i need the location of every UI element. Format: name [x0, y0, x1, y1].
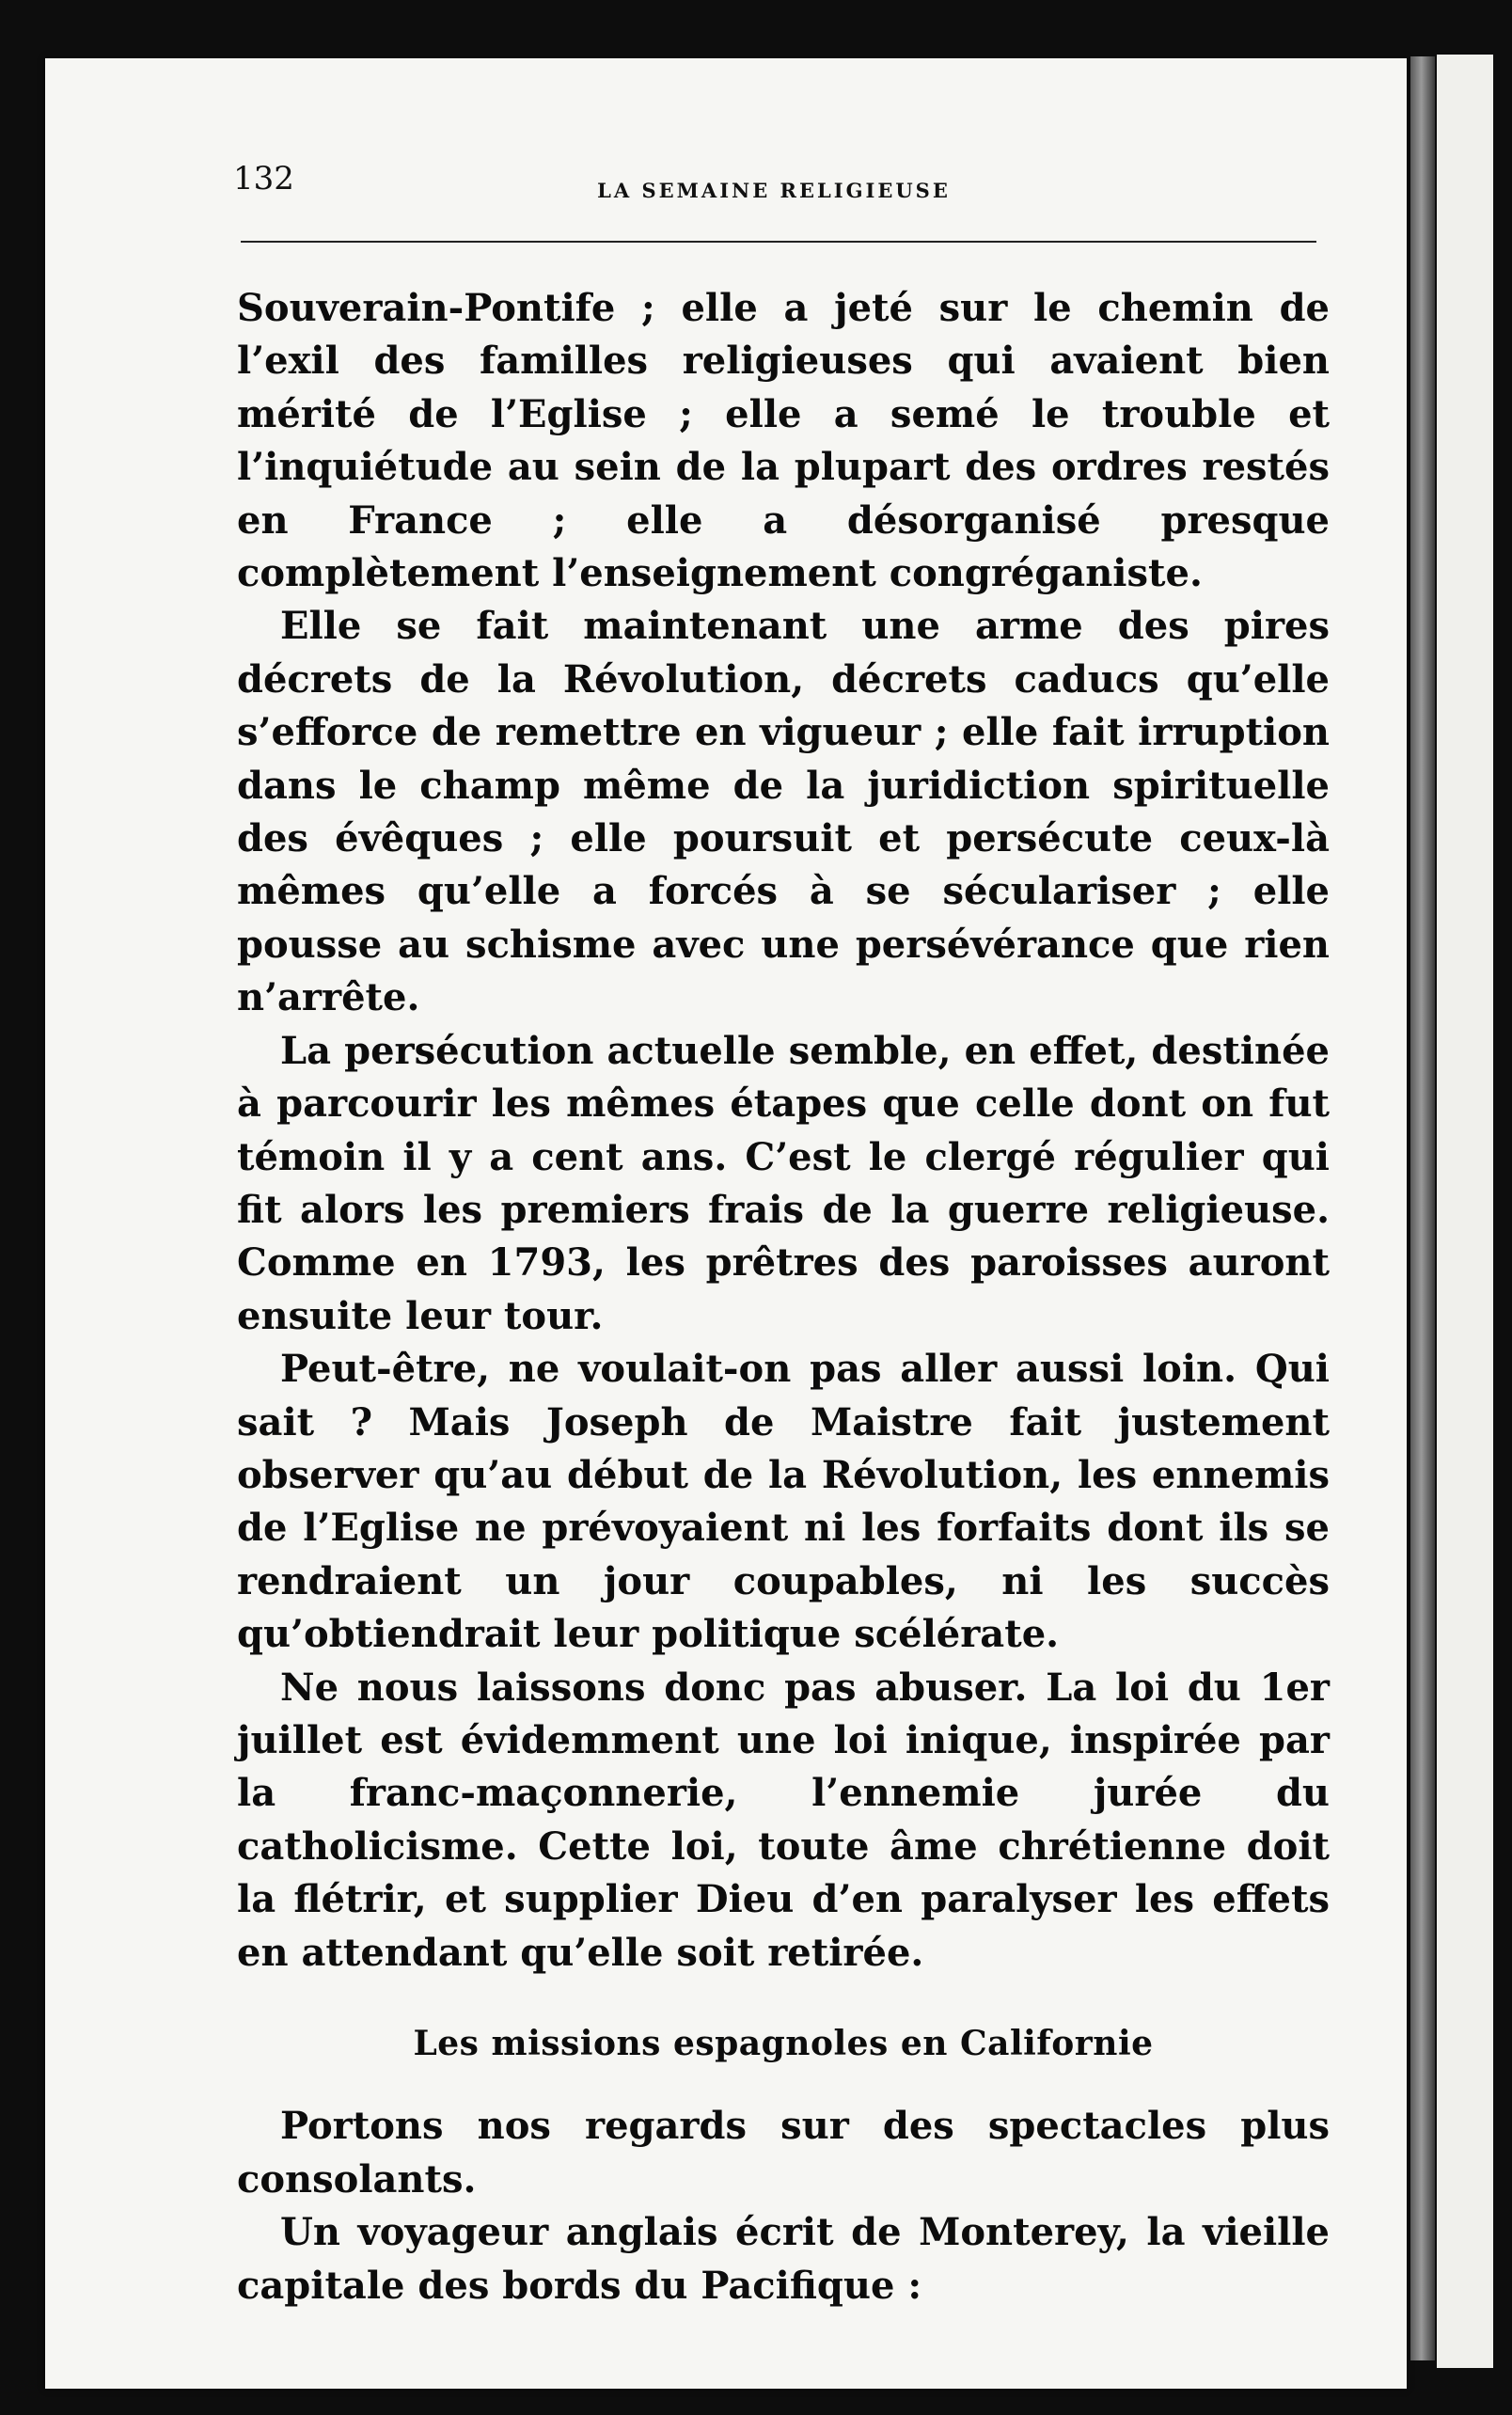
running-head [233, 160, 1315, 207]
body-text [237, 282, 1330, 2312]
page-gutter [1410, 56, 1435, 2360]
facing-page-edge [1437, 55, 1493, 2368]
paragraph: Peut-être, ne voulait-on pas aller aussi loin. Qui sait ? Mais Joseph de Maistre fait justement observer qu’au début de la Révolution, les ennemis de l’Eglise ne prévoyaient ni les forfaits dont ils se rendraient un jour coupables, ni les succès qu’obtiendrait leur politique scélérate. [237, 1347, 1330, 1657]
paragraph: Ne nous laissons donc pas abuser. La loi du 1er juillet est évidemment une loi inique, inspirée par la franc-maçonnerie, l’ennemie jurée du catholicisme. Cette loi, toute âme chrétienne doit la flétrir, et supplier Dieu d’en paralyser les effets en attendant qu’elle soit retirée. [237, 1665, 1330, 1975]
header-rule [241, 241, 1316, 243]
section-heading: Les missions espagnoles en Californie [413, 2024, 1154, 2063]
paragraph: Souverain-Pontife ; elle a jeté sur le chemin de l’exil des familles religieuses qui avaient bien mérité de l’Eglise ; elle a semé le trouble et l’inquiétude au sein de la plupart des ordres restés en France ; elle a désorganisé presque complètement l’enseignement congréganiste. [237, 286, 1330, 596]
paragraph: La persécution actuelle semble, en effet, destinée à parcourir les mêmes étapes que celle dont on fut témoin il y a cent ans. C’est le clergé régulier qui fit alors les premiers frais de la guerre religieuse. Comme en 1793, les prêtres des paroisses auront ensuite leur tour. [237, 1028, 1330, 1338]
paragraph: Portons nos regards sur des spectacles plus consolants. [237, 2104, 1330, 2202]
running-title: LA SEMAINE RELIGIEUSE [597, 179, 951, 202]
page-number: 132 [233, 160, 294, 197]
paragraph: Elle se fait maintenant une arme des pires décrets de la Révolution, décrets caducs qu’elle s’efforce de remettre en vigueur ; elle fait irruption dans le champ même de la juridiction spirituelle des évêques ; elle poursuit et persécute ceux-là mêmes qu’elle a forcés à se séculariser ; elle pousse au schisme avec une persévérance que rien n’arrête. [237, 604, 1330, 1020]
paragraph: Un voyageur anglais écrit de Monterey, la vieille capitale des bords du Pacifique : [237, 2210, 1330, 2308]
